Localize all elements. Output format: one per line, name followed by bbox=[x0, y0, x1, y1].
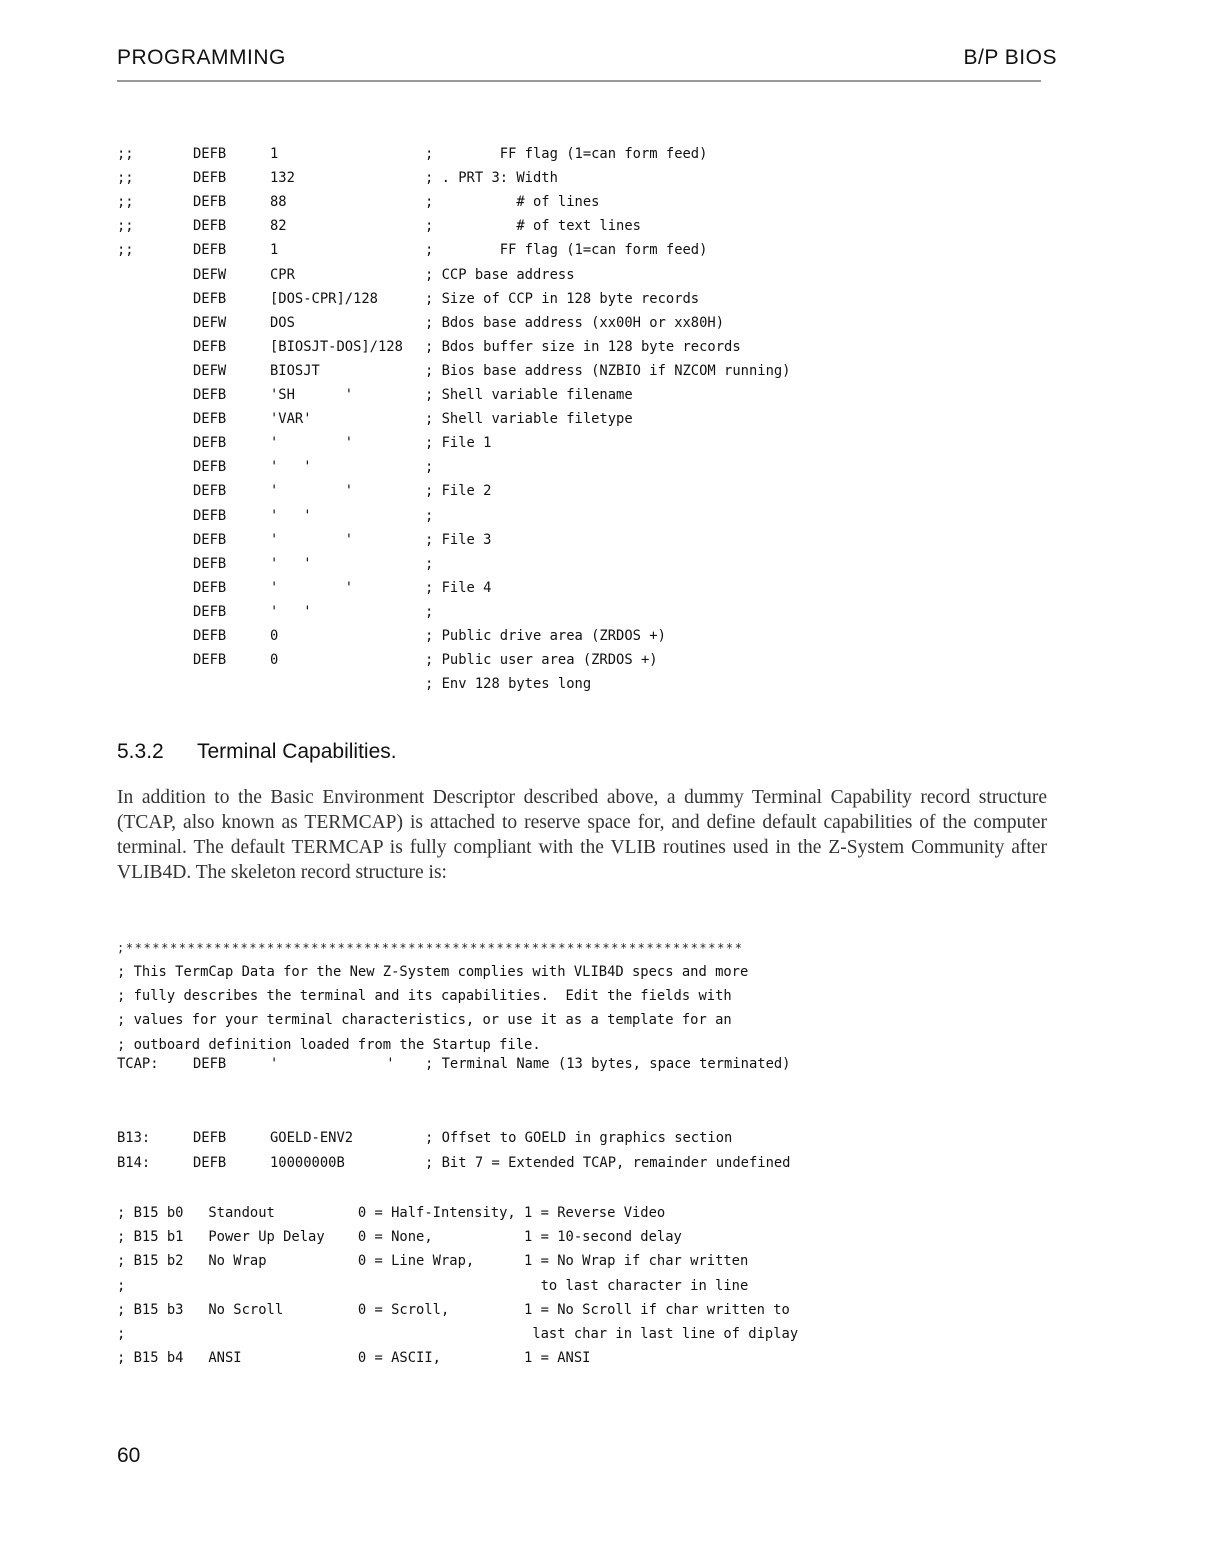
code-c3: 'VAR' bbox=[270, 411, 312, 428]
code-c4: ; Bit 7 = Extended TCAP, remainder undefined bbox=[425, 1154, 791, 1171]
code-c3: 0 bbox=[270, 628, 279, 644]
code-c4: ; Shell variable filename bbox=[425, 387, 633, 403]
code-c3: ' ' bbox=[270, 603, 312, 620]
code-c3: ' ' bbox=[270, 507, 312, 524]
code-c2: DEFB bbox=[193, 579, 227, 596]
code-c2: DEFW bbox=[193, 266, 227, 283]
code-c2: DEFB bbox=[193, 483, 227, 500]
code-c3: 1 bbox=[270, 146, 279, 162]
code-c4: ; Bdos base address (xx00H or xx80H) bbox=[425, 314, 725, 331]
code-c1: ;; bbox=[117, 242, 134, 259]
code-line: ; outboard definition loaded from the Startup file. bbox=[117, 1036, 541, 1053]
code-c2: DEFB bbox=[193, 170, 227, 187]
code-c4: ; bbox=[425, 507, 434, 524]
section-heading bbox=[117, 740, 397, 764]
code-c3: ' ' bbox=[270, 483, 354, 500]
code-c3: ' ' bbox=[270, 459, 312, 476]
code-c2: DEFB bbox=[193, 628, 227, 644]
code-line: ; This TermCap Data for the New Z-System complies with VLIB4D specs and more bbox=[117, 964, 749, 980]
code-c3: GOELD-ENV2 bbox=[270, 1130, 354, 1146]
code-c4: ; File 1 bbox=[425, 435, 492, 452]
code-c4: ; Bdos buffer size in 128 byte records bbox=[425, 338, 741, 355]
code-c3: ' ' bbox=[270, 531, 354, 548]
code-line: ; B15 b4 ANSI 0 = ASCII, 1 = ANSI bbox=[117, 1350, 591, 1367]
code-c3: ' ' bbox=[270, 555, 312, 572]
code-line: ; to last character in line bbox=[117, 1277, 749, 1294]
code-c1: ;; bbox=[117, 218, 134, 235]
code-c3: ' ' bbox=[270, 579, 354, 596]
code-c3: [BIOSJT-DOS]/128 bbox=[270, 338, 403, 355]
code-line: ; B15 b2 No Wrap 0 = Line Wrap, 1 = No Wrap if char written bbox=[117, 1253, 749, 1270]
code-c2: DEFB bbox=[193, 290, 227, 307]
code-c2: DEFB bbox=[193, 1154, 227, 1171]
code-c1: TCAP: bbox=[117, 1056, 159, 1072]
code-c4: ; Public drive area (ZRDOS +) bbox=[425, 628, 666, 644]
code-c4: ; bbox=[425, 459, 434, 476]
code-c4: ; Env 128 bytes long bbox=[425, 676, 592, 693]
code-c4: ; Bios base address (NZBIO if NZCOM running) bbox=[425, 362, 791, 379]
code-c2: DEFB bbox=[193, 387, 227, 403]
section-number: 5.3.2 bbox=[117, 740, 164, 763]
code-c3: 10000000B bbox=[270, 1154, 345, 1171]
code-c2: DEFB bbox=[193, 555, 227, 572]
code-c3: [DOS-CPR]/128 bbox=[270, 290, 378, 307]
running-header-left: PROGRAMMING bbox=[117, 46, 286, 69]
code-line: ; fully describes the terminal and its capabilities. Edit the fields with bbox=[117, 988, 732, 1005]
code-c4: ; bbox=[425, 555, 434, 572]
code-c3: 1 bbox=[270, 242, 279, 259]
code-c3: DOS bbox=[270, 314, 295, 331]
code-c4: ; File 2 bbox=[425, 483, 492, 500]
code-c3: 'SH ' bbox=[270, 387, 354, 403]
page-number: 60 bbox=[117, 1444, 141, 1467]
code-c2: DEFB bbox=[193, 146, 227, 162]
code-c2: DEFB bbox=[193, 242, 227, 259]
code-c2: DEFB bbox=[193, 435, 227, 452]
code-c2: DEFB bbox=[193, 507, 227, 524]
code-c4: ; . PRT 3: Width bbox=[425, 170, 558, 187]
code-c4: ; # of text lines bbox=[425, 218, 641, 235]
code-c2: DEFB bbox=[193, 603, 227, 620]
code-c2: DEFB bbox=[193, 1056, 227, 1072]
code-c4: ; FF flag (1=can form feed) bbox=[425, 146, 708, 162]
code-c4: ; Offset to GOELD in graphics section bbox=[425, 1130, 733, 1146]
body-paragraph: In addition to the Basic Environment Descriptor described above, a dummy Terminal Capability record structure (TCAP, also known as TERMCAP) is attached to reserve space for, and define default capabilities of the computer terminal. The default TERMCAP is fully compliant with the VLIB routines used in the Z-System Community after VLIB4D. The skeleton record structure is: bbox=[117, 787, 1047, 883]
code-c1: B14: bbox=[117, 1154, 151, 1171]
running-header-right: B/P BIOS bbox=[963, 46, 1057, 69]
code-line: ; B15 b0 Standout 0 = Half-Intensity, 1 = Reverse Video bbox=[117, 1205, 666, 1221]
code-c4: ; # of lines bbox=[425, 194, 600, 211]
code-c1: B13: bbox=[117, 1130, 151, 1146]
code-c2: DEFW bbox=[193, 314, 227, 331]
code-c3: 132 bbox=[270, 170, 295, 187]
code-c3: 82 bbox=[270, 218, 287, 235]
code-c4: ; File 3 bbox=[425, 531, 492, 548]
code-line: ; last char in last line of diplay bbox=[117, 1326, 799, 1342]
code-c3: BIOSJT bbox=[270, 362, 320, 379]
code-c2: DEFB bbox=[193, 652, 227, 669]
code-c1: ;; bbox=[117, 170, 134, 187]
code-c3: 88 bbox=[270, 194, 287, 211]
code-c2: DEFB bbox=[193, 194, 227, 211]
code-c2: DEFB bbox=[193, 338, 227, 355]
code-c2: DEFB bbox=[193, 459, 227, 476]
code-line: ; B15 b3 No Scroll 0 = Scroll, 1 = No Scroll if char written to bbox=[117, 1301, 790, 1318]
code-c2: DEFB bbox=[193, 531, 227, 548]
comment-separator: ;********************************************************************** bbox=[117, 941, 744, 955]
code-c3: CPR bbox=[270, 266, 295, 283]
code-line: ; values for your terminal characteristics, or use it as a template for an bbox=[117, 1012, 732, 1029]
code-c4: ; bbox=[425, 603, 434, 620]
code-c4: ; Terminal Name (13 bytes, space terminated) bbox=[425, 1056, 791, 1072]
code-c4: ; Public user area (ZRDOS +) bbox=[425, 652, 658, 669]
code-c2: DEFB bbox=[193, 218, 227, 235]
code-c2: DEFB bbox=[193, 411, 227, 428]
code-c4: ; CCP base address bbox=[425, 266, 575, 283]
code-c4: ; Shell variable filetype bbox=[425, 411, 633, 428]
code-c3: ' ' bbox=[270, 1056, 395, 1072]
code-c3: ' ' bbox=[270, 435, 354, 452]
code-c4: ; Size of CCP in 128 byte records bbox=[425, 290, 700, 307]
header-rule bbox=[117, 80, 1041, 82]
code-c1: ;; bbox=[117, 194, 134, 211]
section-title: Terminal Capabilities. bbox=[197, 740, 397, 763]
code-c3: 0 bbox=[270, 652, 279, 669]
code-c2: DEFW bbox=[193, 362, 227, 379]
code-c4: ; File 4 bbox=[425, 579, 492, 596]
code-c1: ;; bbox=[117, 146, 134, 162]
code-line: ; B15 b1 Power Up Delay 0 = None, 1 = 10-second delay bbox=[117, 1229, 682, 1246]
code-c4: ; FF flag (1=can form feed) bbox=[425, 242, 708, 259]
code-c2: DEFB bbox=[193, 1130, 227, 1146]
